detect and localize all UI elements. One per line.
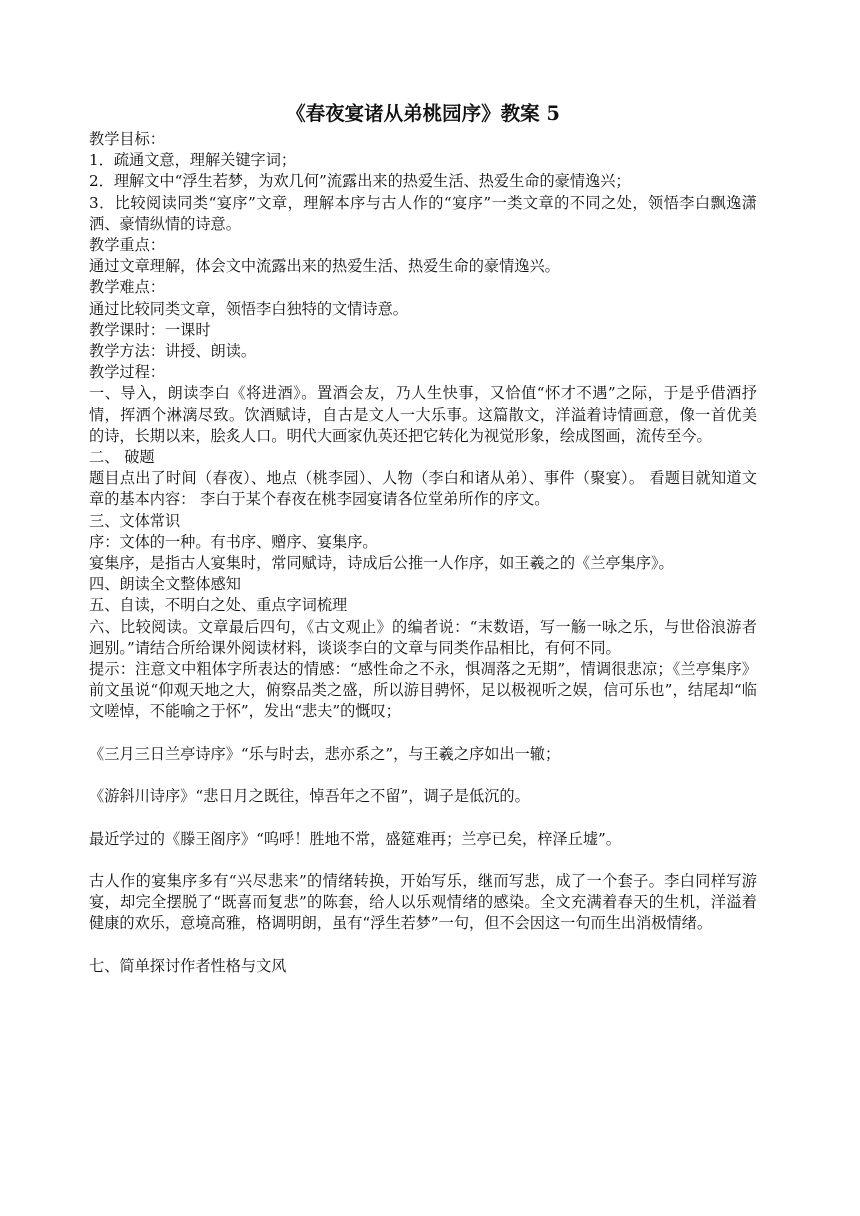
blank-line — [89, 765, 757, 786]
blank-line — [89, 935, 757, 956]
key-points-text: 通过文章理解，体会文中流露出来的热爱生活、热爱生命的豪情逸兴。 — [89, 257, 560, 276]
heading-objectives: 教学目标： — [89, 130, 165, 148]
heading-process: 教学过程： — [89, 363, 165, 382]
section-5-heading: 五、自读，不明白之处、重点字词梳理 — [89, 596, 348, 615]
hint-tengwang: 最近学过的《滕王阁序》“呜呼！胜地不常，盛筵难再；兰亭已矣，梓泽丘墟”。 — [89, 829, 621, 848]
heading-key-points: 教学重点： — [89, 236, 165, 255]
hint-text: 提示：注意文中粗体字所表达的情感：“感性命之不永，惧凋落之无期”，情调很悲凉；《兰亭集序》前文虽说“仰观天地之大，俯察品类之盛，所以游目骋怀，足以极视听之娱，信可乐也”，结尾却“临文嗟悼，不能喻之于怀”，发出“悲夫”的慨叹； — [89, 660, 757, 721]
blank-line — [89, 807, 757, 828]
heading-difficulties: 教学难点： — [89, 278, 165, 297]
objective-3: 3．比较阅读同类“宴序”文章，理解本序与古人作的“宴序”一类文章的不同之处，领悟李白飘逸潇洒、豪情纵情的诗意。 — [89, 193, 757, 233]
section-1-intro: 一、导入，朗读李白《将进酒》。置酒会友，乃人生快事，又恰值“怀才不遇”之际，于是乎借酒抒情，挥洒个淋漓尽致。饮酒赋诗，自古是文人一大乐事。这篇散文，洋溢着诗情画意，像一首优美的诗，长期以来，脍炙人口。明代大画家仇英还把它转化为视觉形象，绘成图画，流传至今。 — [89, 384, 757, 445]
objective-1: 1．疏通文意，理解关键字词； — [89, 151, 297, 170]
section-2-heading: 二、 破题 — [89, 448, 155, 467]
blank-line — [89, 723, 757, 744]
section-2-text: 题目点出了时间（春夜）、地点（桃李园）、人物（李白和诸从弟）、事件（聚宴）。 看题目就知道文章的基本内容： 李白于某个春夜在桃李园宴请各位堂弟所作的序文。 — [89, 469, 757, 509]
section-7-heading: 七、简单探讨作者性格与文风 — [89, 956, 287, 975]
conclusion-text: 古人作的宴集序多有“兴尽悲来”的情绪转换，开始写乐，继而写悲，成了一个套子。李白同样写游宴，却完全摆脱了“既喜而复悲”的陈套，给人以乐观情绪的感染。全文充满着春天的生机，洋溢着健康的欢乐，意境高雅，格调明朗，虽有“浮生若梦”一句，但不会因这一句而生出消极情绪。 — [89, 872, 757, 933]
teaching-methods: 教学方法：讲授、朗读。 — [89, 342, 257, 361]
hint-xiechuan: 《游斜川诗序》“悲日月之既往，悼吾年之不留”，调子是低沉的。 — [89, 787, 530, 806]
section-3-heading: 三、文体常识 — [89, 511, 181, 530]
document-title: 《春夜宴诸从弟桃园序》教案 5 — [286, 102, 560, 125]
document-page — [89, 100, 757, 977]
section-4-heading: 四、朗读全文整体感知 — [89, 575, 241, 594]
hint-sanyue: 《三月三日兰亭诗序》“乐与时去，悲亦系之”，与王羲之序如出一辙； — [89, 744, 561, 763]
blank-line — [89, 850, 757, 871]
section-6-text: 六、比较阅读。文章最后四句，《古文观止》的编者说：“末数语，写一觞一咏之乐，与世俗浪游者迥别。”请结合所给课外阅读材料，谈谈李白的文章与同类作品相比，有何不同。 — [89, 617, 757, 657]
section-3-preface: 序：文体的一种。有书序、赠序、宴集序。 — [89, 532, 378, 551]
class-hours: 教学课时：一课时 — [89, 320, 211, 339]
section-3-banquet-preface: 宴集序，是指古人宴集时，常同赋诗，诗成后公推一人作序，如王羲之的《兰亭集序》。 — [89, 554, 674, 573]
difficulties-text: 通过比较同类文章，领悟李白独特的文情诗意。 — [89, 299, 408, 318]
objective-2: 2．理解文中“浮生若梦，为欢几何”流露出来的热爱生活、热爱生命的豪情逸兴； — [89, 172, 631, 191]
